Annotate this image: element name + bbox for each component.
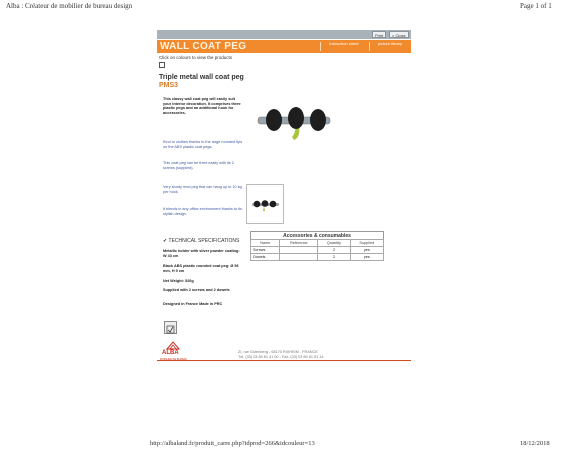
product-intro: This classy wall coat peg will easily suit your interior decoration. It comprises three plastic pegs and an additional hook for accessories. [163,97,241,115]
product-code: PMS3 [159,82,179,89]
alba-logo-icon [166,341,180,350]
footer-divider [157,360,411,361]
product-title: Triple metal wall coat peg [159,74,244,81]
certification-glyph [165,324,176,335]
specs-heading [163,238,239,244]
print-doc-title: Alba : Créateur de mobilier de bureau design [6,2,133,10]
colour-swatch[interactable] [159,62,165,68]
product-para-3: Very sturdy mod peg that can hang up to 10 kg per hook. [163,185,242,194]
product-thumbnail[interactable] [246,184,284,224]
close-button[interactable] [389,31,409,38]
table-row [251,254,384,261]
thumbnail-image [247,185,283,223]
column-header: Reference [280,240,318,247]
toolbar [157,30,411,39]
spec-origin: Designed in France Made in PRC [163,302,223,306]
column-header: Name [251,240,280,247]
banner-divider [369,42,370,51]
print-button[interactable] [372,31,386,38]
spec-supplied: Supplied with 2 screws and 2 dowels [163,288,230,292]
footer-address: ZI, rue Gutenberg - 68170 RIXHEIM - FRANCE [238,350,318,354]
cell-reference [280,247,318,254]
product-para-4: It blends in any office environment thanks to its stylish design. [163,207,242,216]
coat-peg [310,109,326,131]
cell-name: Screws [251,247,280,254]
certification-icon [164,321,177,334]
close-icon: × [392,33,395,38]
spec-holder: Metallic holder with silver powder coating: W 43 cm [163,249,240,258]
table-header-row [251,240,384,247]
banner-title: WALL COAT PEG [160,41,247,52]
column-header: Quantity [318,240,350,247]
spec-weight: Net Weight: 520g [163,279,194,283]
cell-name: Dowels [251,254,280,261]
table-row [251,247,384,254]
cell-quantity: 2 [318,247,350,254]
print-date: 18/12/2018 [520,440,550,447]
product-para-2: This coat peg can be fixed easily with its 2 screws (supplied). [163,161,234,170]
banner [157,40,411,53]
print-button-label: Print [375,33,384,38]
cell-quantity: 2 [318,254,350,261]
footer-phone: Tél. (33) 03 89 61 41 00 - Fax. (33) 03 89 61 51 14 [238,355,324,359]
spec-peg: Black ABS plastic rounded coat peg: Ø 56 mm, H 9 cm [163,264,239,273]
specs-heading-label: TECHNICAL SPECIFICATIONS [168,238,240,244]
check-icon: ✔ [163,238,168,244]
colour-hint: Click on colours to view the products [159,55,233,60]
coat-peg [270,201,277,208]
cell-supplied: yes [350,254,383,261]
close-button-label: Close [395,33,406,38]
picture-library-link[interactable]: picture library [377,41,402,46]
cell-reference [280,254,318,261]
product-image [255,100,350,145]
coat-peg [266,109,282,131]
coat-peg [254,201,261,208]
product-para-1: Kind to clothes thanks to the large rounded tips on the ABS plastic coat pegs. [163,140,243,149]
column-header: Supplied [350,240,383,247]
print-page-number: Page 1 of 1 [520,2,552,10]
alba-logo[interactable]: ALBA [162,350,179,356]
banner-divider [320,42,321,51]
accessories-table [250,231,384,261]
print-url: http://albaland.fr/produit_carre.php?idprod=266&idcouleur=13 [150,440,315,447]
coat-peg [262,200,269,207]
coat-peg [288,107,304,129]
instruction-sheet-link[interactable]: instruction sheet [329,41,359,46]
cell-supplied: yes [350,247,383,254]
accessories-title: Accessories & consumables [283,232,351,239]
